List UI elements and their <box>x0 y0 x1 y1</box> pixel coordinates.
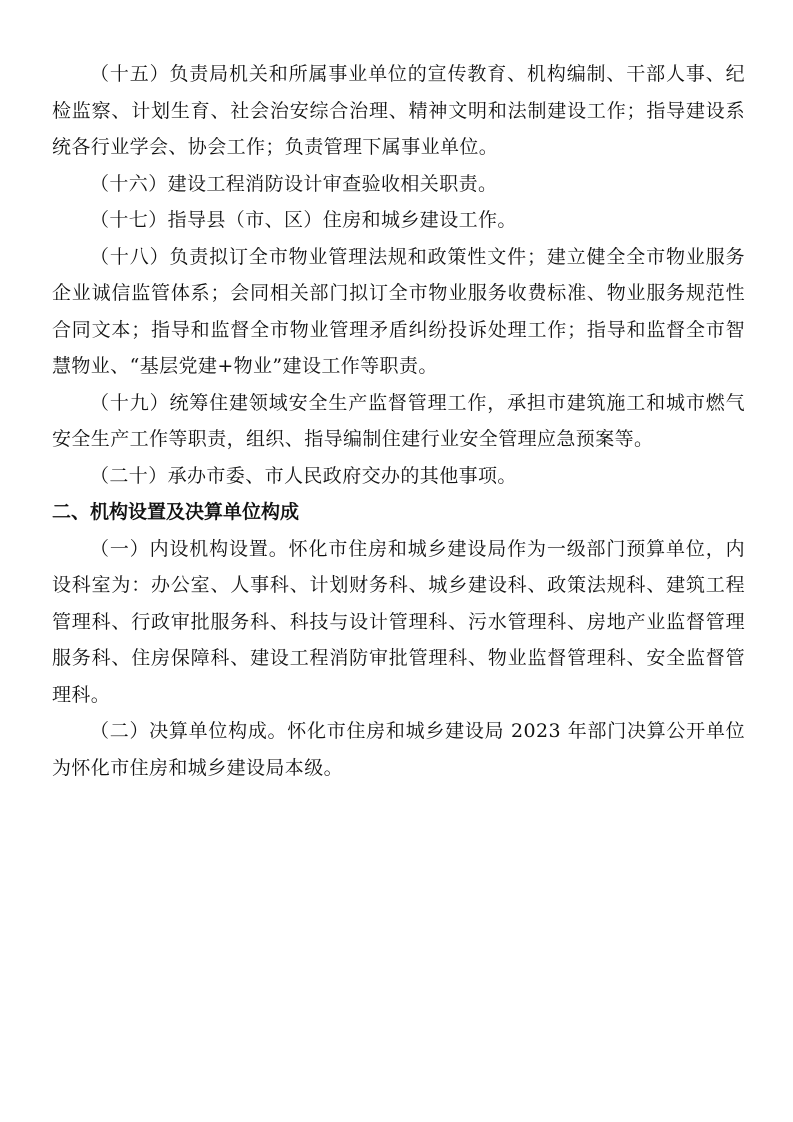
paragraph-item-20: （二十）承办市委、市人民政府交办的其他事项。 <box>90 464 517 487</box>
paragraph-item-19: （十九）统筹住建领域安全生产监督管理工作，承担市建筑施工和城市燃气安全生产工作等职责，组织、指导编制住建行业安全管理应急预案等。 <box>52 391 745 450</box>
paragraph-accounting-units: （二）决算单位构成。怀化市住房和城乡建设局 2023 年部门决算公开单位为怀化市住房和城乡建设局本级。 <box>52 720 745 779</box>
paragraph-internal-structure: （一）内设机构设置。怀化市住房和城乡建设局作为一级部门预算单位，内设科室为：办公室、人事科、计划财务科、城乡建设科、政策法规科、建筑工程管理科、行政审批服务科、科技与设计管理科、污水管理科、房地产业监督管理服务科、住房保障科、建设工程消防审批管理科、物业监督管理科、安全监督管理科。 <box>52 537 745 706</box>
paragraph-item-17: （十七）指导县（市、区）住房和城乡建设工作。 <box>90 209 517 231</box>
paragraph-item-18: （十八）负责拟订全市物业管理法规和政策性文件；建立健全全市物业服务企业诚信监管体系；会同相关部门拟订全市物业服务收费标准、物业服务规范性合同文本；指导和监督全市物业管理矛盾纠纷投诉处理工作；指导和监督全市智慧物业、“基层党建+物业”建设工作等职责。 <box>52 245 745 377</box>
paragraph-item-16: （十六）建设工程消防设计审查验收相关职责。 <box>90 172 498 195</box>
document-body <box>52 56 745 786</box>
paragraph-item-15: （十五）负责局机关和所属事业单位的宣传教育、机构编制、干部人事、纪检监察、计划生育、社会治安综合治理、精神文明和法制建设工作；指导建设系统各行业学会、协会工作；负责管理下属事业单位。 <box>52 63 745 158</box>
section-heading: 二、机构设置及决算单位构成 <box>52 501 300 523</box>
